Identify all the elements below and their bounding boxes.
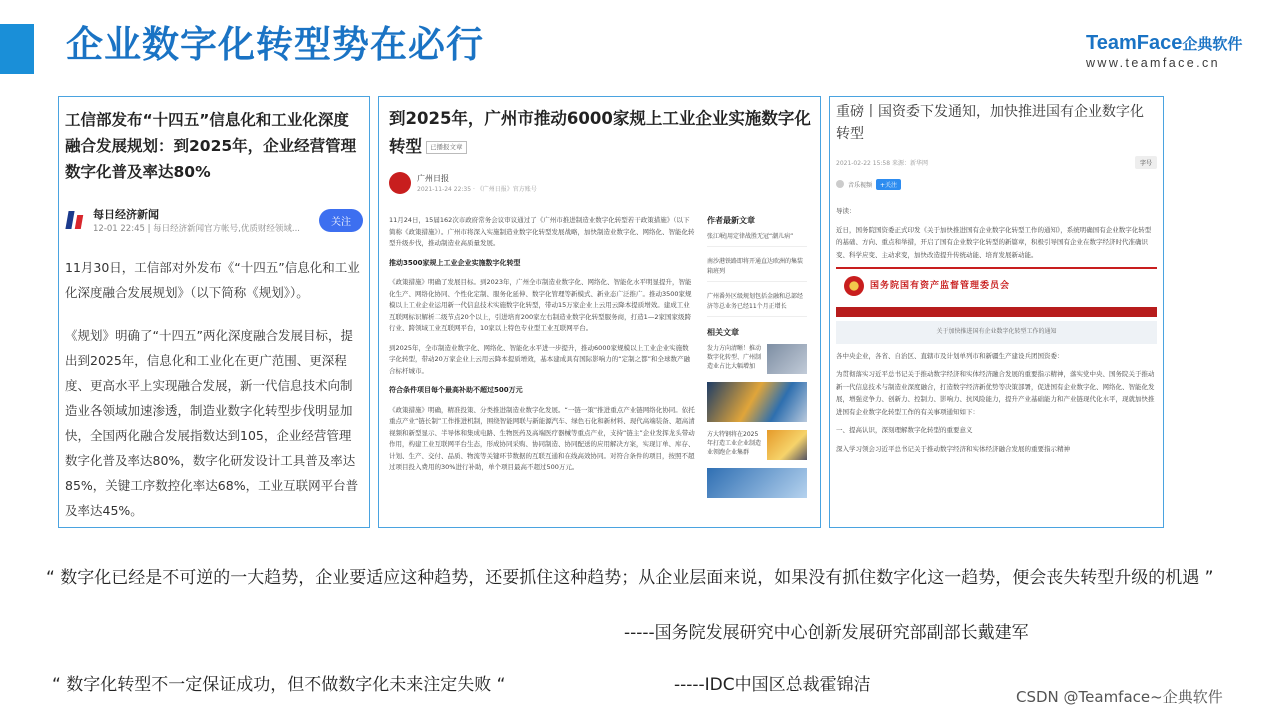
card3-body: [836, 205, 1157, 455]
card1-publisher: 每日经济新闻: [93, 208, 159, 221]
card2-source-row: [389, 169, 812, 197]
card2-sidebar: [707, 215, 807, 498]
card2-paragraph: 到2025年，全市制造业数字化、网络化、智能化水平进一步提升，推动6000家规模以上工业企业实施数字化转型，带动20万家企业上云用云降本提质增效，基本建成具有国际影响力的“定制之都”和全球数产融合标杆城市。: [389, 343, 691, 375]
related-article-text[interactable]: 方大特钢将在2025年打造工业企业制造业领跑企业集群: [707, 431, 762, 456]
card2-source-info: 2021-11-24 22:35 · 《广州日报》官方账号: [417, 186, 537, 193]
card2-tag: 已播报文章: [426, 141, 467, 154]
card3-paragraph: 各中央企业，各省、自治区、直辖市及计划单列市和新疆生产建设兵团国资委：: [836, 351, 1064, 360]
card2-paragraph: 《政策措施》明确，精准投策、分类推进制造业数字化发展。“一链一策”推进重点产业链网络化协同。依托重点产业“链长制”工作推进机制，围绕智能网联与新能源汽车、绿色石化和新材料、现代高端装备、超高清视频和新型显示、半导体和集成电路、生物医药及高端医疗器械等重点产业，支持“链主”企业发挥龙头带动作用，构建工业互联网平台生态，形成协同采购、协同制造、协同配送的应用解决方案，实现订单、库存、计划、生产、交付、品质、物流等关键环节数据的互联互通和在线高效协同。对符合条件的项目，按照不超过项目投入费用的30%进行补助，单个项目最高不超过500万元。: [389, 405, 695, 471]
card1-paragraph: 《规划》明确了“十四五”两化深度融合发展目标，提出到2025年，信息化和工业化在更广范围、更深程度、更高水平上实现融合发展，新一代信息技术向制造业各领域加速渗透，制造业数字化转型步伐明显加快，全国两化融合发展指数达到105，企业经营管理数字化普及率达80%，数字化研发设计工具普及率达85%，关键工序数控化率达68%，工业互联网平台普及率达45%。: [65, 328, 359, 518]
font-size-button[interactable]: 字号: [1135, 156, 1157, 169]
related-title: 相关文章: [707, 328, 739, 337]
card1-pub-info: 12-01 22:45 | 每日经济新闻官方帐号,优质财经领域...: [93, 224, 300, 234]
news-card-miit: [58, 96, 370, 528]
card3-headline: 重磅丨国资委下发通知，加快推进国有企业数字化转型: [836, 104, 1144, 142]
related-thumbnail: [767, 344, 807, 374]
card2-body: [389, 215, 707, 498]
sasac-banner-text: 国务院国有资产监督管理委员会: [870, 280, 1011, 291]
card3-meta: 2021-02-22 15:58 来源：新华网: [836, 159, 928, 167]
follow-button[interactable]: 关注: [319, 209, 363, 232]
sasac-nav-bar: [836, 307, 1157, 317]
card2-paragraph: 《政策措施》明确了发展目标。到2023年，广州全市制造业数字化、网络化、智能化水平明显提升，智能化生产、网络化协同、个性化定制、服务化延伸、数字化管理等新模式、新业态广泛推广。推动3500家规模以上工业企业运用新一代信息技术实施数字化转型，带动15万家企业上云用云降本提质增效。建成工业互联网标识解析二级节点20个以上，引进培育200家左右制造业数字化转型服务商，打造1—2家国家级跨行业、跨领域工业互联网平台，10家以上特色专业型工业互联网平台。: [389, 278, 692, 332]
card3-paragraph: 一、提高认识，深刻理解数字化转型的重要意义: [836, 426, 973, 434]
news-card-sasac: [829, 96, 1164, 528]
sasac-banner: [836, 267, 1157, 303]
related-article[interactable]: [707, 430, 807, 460]
logo-url: www.teamface.cn: [1086, 56, 1220, 70]
related-article-text[interactable]: 发力方向清晰！推动数字化转型、广州制造业占比大幅增加: [707, 345, 762, 370]
card1-paragraph: 11月30日，工信部对外发布《“十四五”信息化和工业化深度融合发展规划》（以下简称《规划》）。: [65, 260, 360, 300]
card3-paragraph: 深入学习领会习近平总书记关于推动数字经济和实体经济融合发展的重要指示精神: [836, 444, 1070, 453]
card3-follow-button[interactable]: +关注: [876, 179, 901, 190]
author-article-link[interactable]: 张江岷|用定律战胜无冠“潮儿病”: [707, 232, 807, 247]
card3-toolbar-label: 音乐视频: [848, 181, 873, 189]
card1-source-row: [65, 203, 363, 237]
nbd-logo-icon: [65, 209, 87, 231]
logo-en: TeamFace: [1086, 32, 1183, 54]
quote-attribution-dai: -----国务院发展研究中心创新发展研究部副部长戴建军: [624, 623, 1029, 643]
card2-paragraph: 11月24日，15届162次市政府常务会议审议通过了《广州市推进制造业数字化转型若干政策措施》（以下简称《政策措施》）。广州市将深入实施制造业数字化转型发展战略，加快制造业数字化、网络化、智能化转型升级步伐，推动制造业高质量发展。: [389, 216, 695, 247]
teamface-logo: [1086, 32, 1256, 70]
card2-subheading: 符合条件项目每个最高补助不超过500万元: [389, 386, 523, 394]
logo-cn: 企典软件: [1182, 35, 1243, 53]
quote-idc: “ 数字化转型不一定保证成功，但不做数字化未来注定失败 “: [52, 675, 506, 695]
card2-subheading: 推动3500家规上工业企业实施数字化转型: [389, 258, 521, 267]
card2-headline: 到2025年，广州市推动6000家规上工业企业实施数字化转型: [389, 109, 811, 156]
factory-image: [707, 382, 807, 422]
related-article[interactable]: [707, 344, 807, 374]
author-article-link[interactable]: 南沙港铁路即将开通直达欧洲的集装箱班列: [707, 257, 807, 282]
slide-title: 企业数字化转型势在必行: [66, 23, 484, 66]
card3-intro: 近日，国务院国资委正式印发《关于加快推进国有企业数字化转型工作的通知》，系统明确国有企业数字化转型的基础、方向、重点和举措，开启了国有企业数字化转型的新篇章，积极引导国有企业在数字经济时代准确识变、科学应变、主动求变，加快改造提升传统动能、培育发展新动能。: [836, 225, 1152, 259]
news-card-guangzhou: [378, 96, 821, 528]
related-thumbnail: [767, 430, 807, 460]
audio-icon[interactable]: [836, 180, 844, 188]
card3-paragraph: 为贯彻落实习近平总书记关于推动数字经济和实体经济融合发展的重要指示精神，落实党中央、国务院关于推动新一代信息技术与制造业深度融合，打造数字经济新优势等决策部署，促进国有企业数字化、网络化、智能化发展，增强竞争力、创新力、控制力、影响力、抗风险能力，提升产业基础能力和产业链现代化水平，现就加快推进国有企业数字化转型工作的有关事项通知如下：: [836, 370, 1155, 416]
card2-source-name: 广州日报: [417, 174, 449, 183]
card1-headline: 工信部发布“十四五”信息化和工业化深度融合发展规划：到2025年，企业经营管理数字化普及率达80%: [65, 111, 357, 181]
csdn-watermark: CSDN @Teamface~企典软件: [1016, 688, 1223, 706]
author-article-link[interactable]: 广州番外区级规划包括金融和总部经济等总业务已经11个月正增长: [707, 292, 807, 317]
notice-title: 关于加快推进国有企业数字化转型工作的通知: [836, 321, 1157, 344]
card1-body: [65, 255, 363, 523]
quote-dai-jianjun: “ 数字化已经是不可逆的一大趋势，企业要适应这种趋势，还要抓住这种趋势；从企业层面来说，如果没有抓住数字化这一趋势，便会丧失转型升级的机遇 ”: [46, 568, 1214, 588]
author-latest-title: 作者最新文章: [707, 216, 755, 225]
national-emblem-icon: [844, 276, 864, 296]
quote-attribution-idc: -----IDC中国区总裁霍锦洁: [674, 675, 871, 695]
accent-bar: [0, 24, 34, 74]
gzdaily-avatar: [389, 172, 411, 194]
related-thumbnail: [707, 468, 807, 498]
card3-intro-label: 导读：: [836, 207, 856, 215]
